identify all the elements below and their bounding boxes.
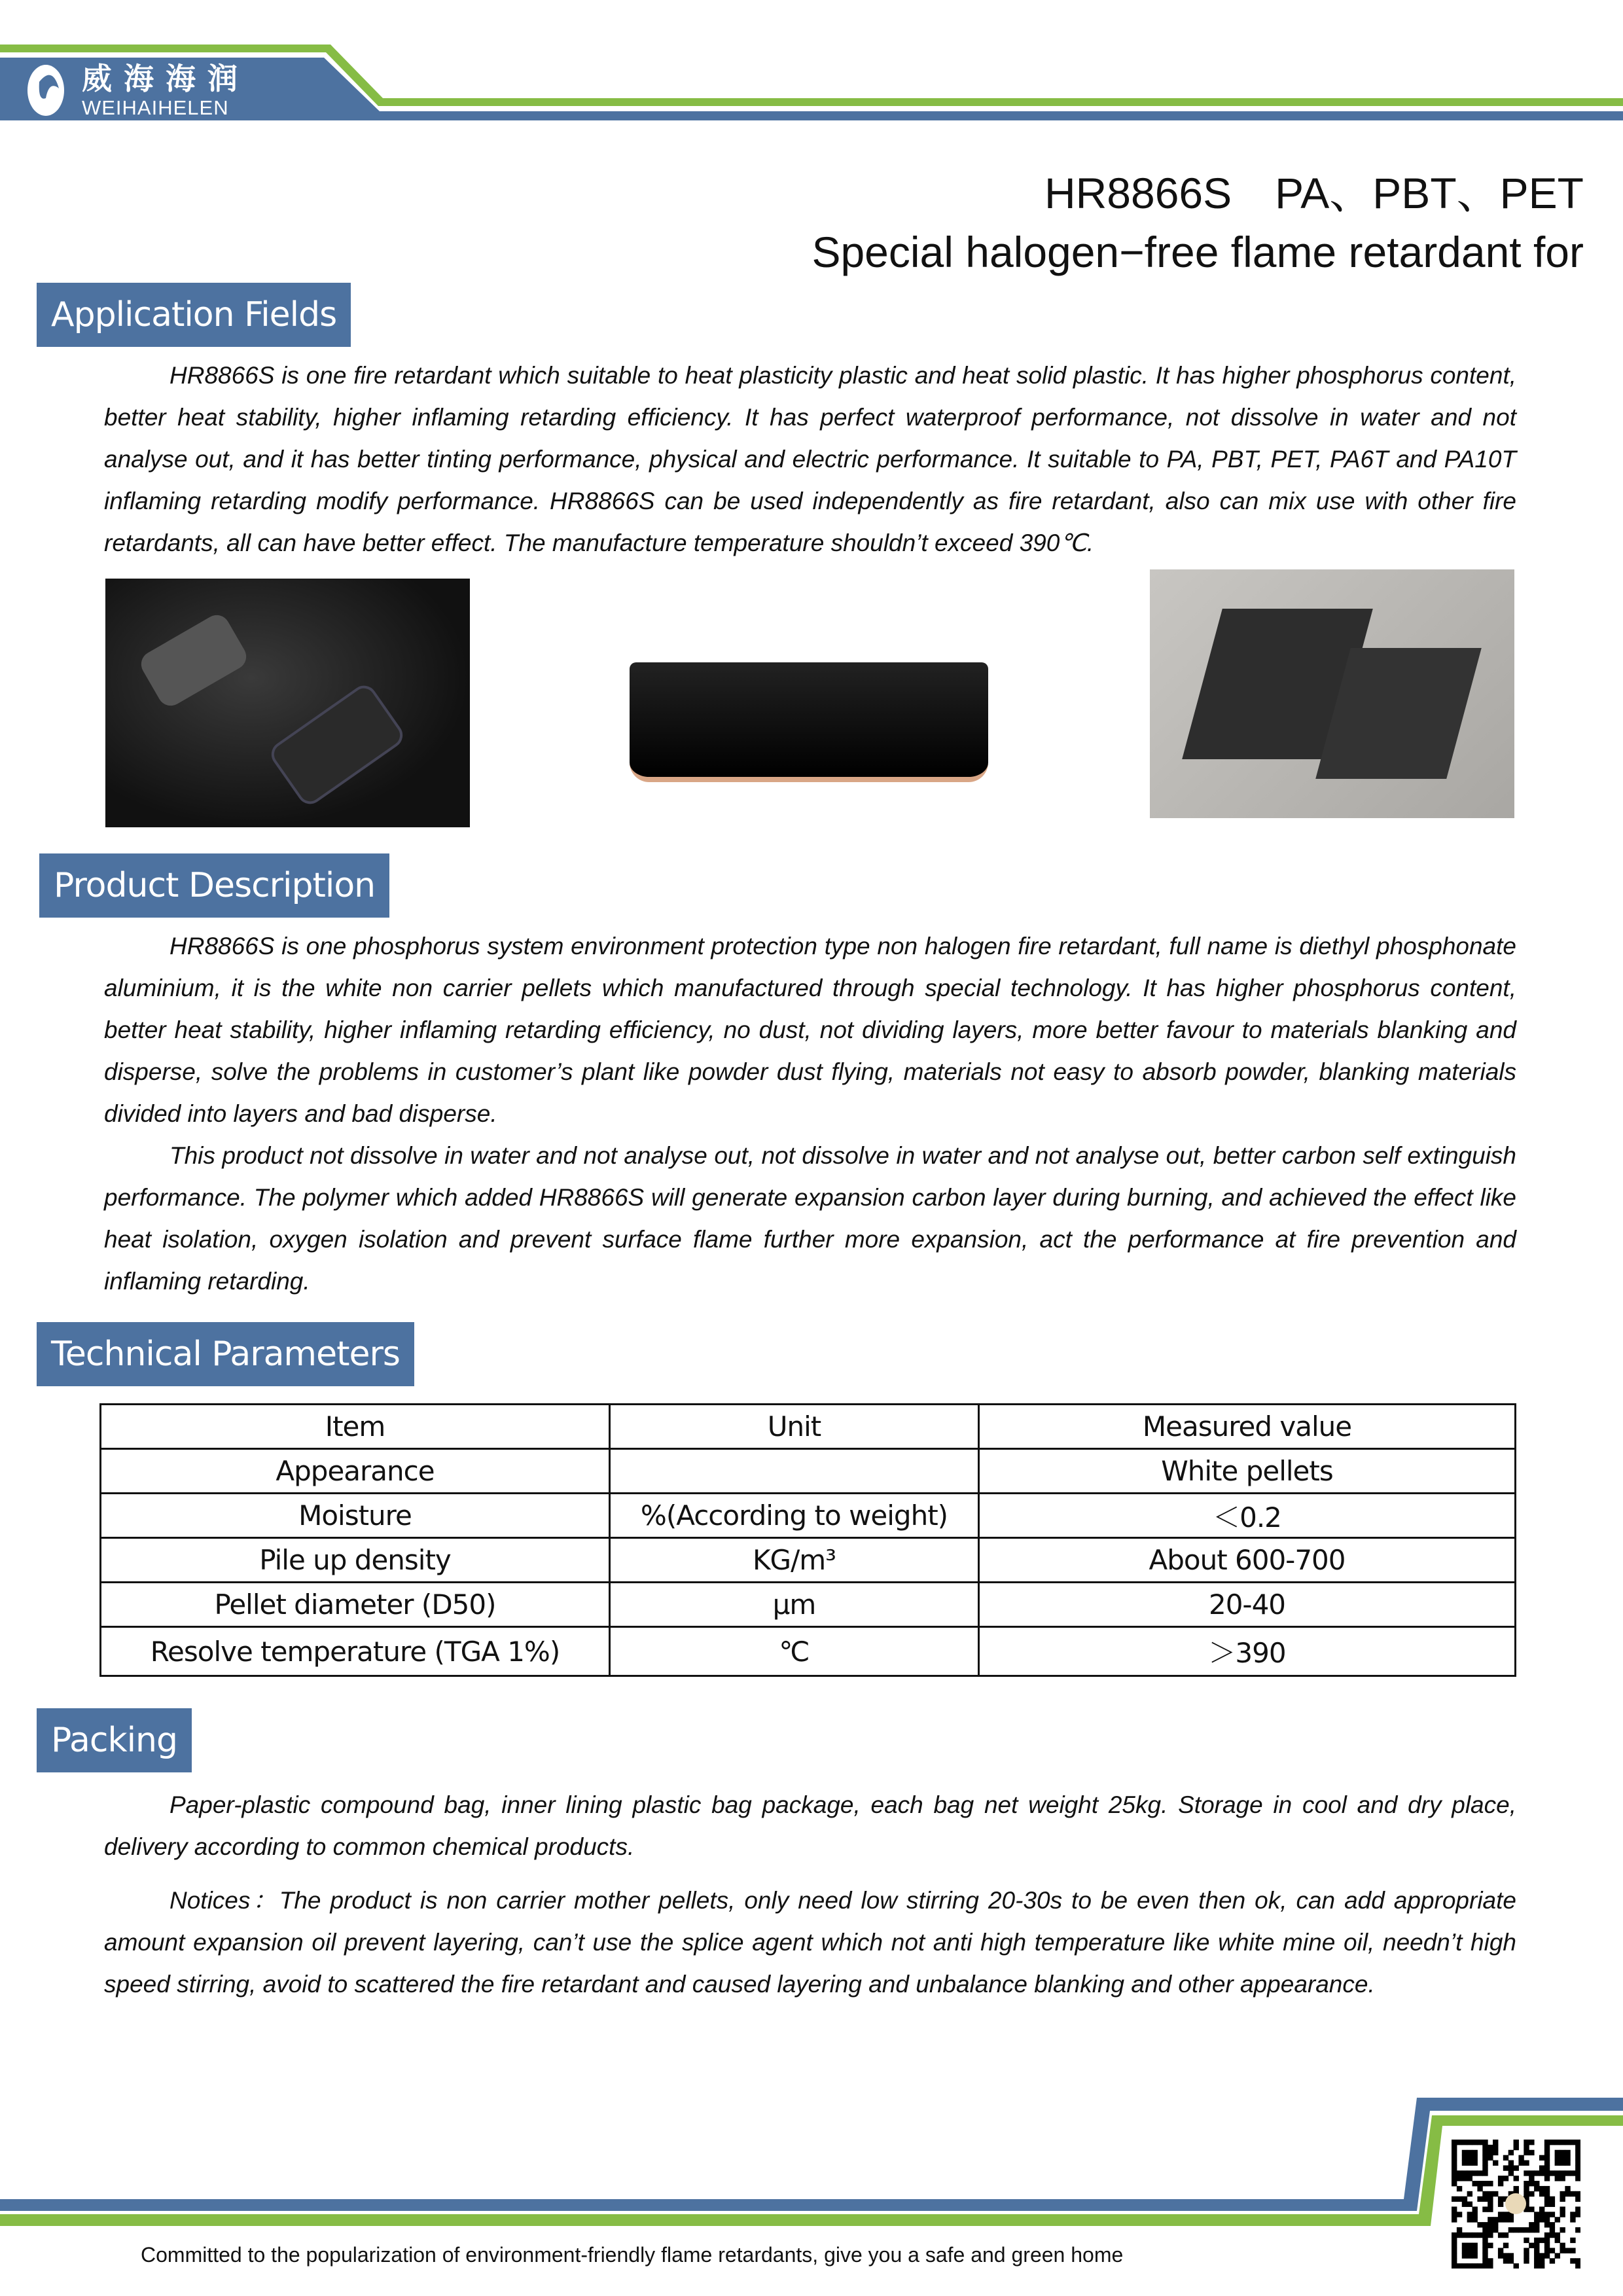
table-row xyxy=(101,1538,1516,1583)
description-text xyxy=(104,925,1516,1302)
column-header: Unit xyxy=(610,1405,979,1449)
logo-cn: 威海海润 xyxy=(82,61,249,96)
technical-parameters-table xyxy=(99,1403,1516,1677)
application-text xyxy=(104,355,1516,564)
table-cell: μm xyxy=(610,1583,979,1627)
application-paragraph: HR8866S is one fire retardant which suitable to heat plasticity plastic and heat solid plastic. It has higher phosphorus content, better heat stability, higher inflaming retarding efficiency. It has perfect waterproof performance, not dissolve in water and not analyse out, and it has better tinting performance, physical and electric performance. It suitable to PA, PBT, PET, PA6T and PA10T inflaming retarding modify performance. HR8866S can be used independently as fire retardant, also can mix use with other fire retardants, all can have better effect. The manufacture temperature shouldn’t exceed 390℃. xyxy=(104,362,1516,556)
table-cell: Pile up density xyxy=(101,1538,610,1583)
table-cell: KG/m³ xyxy=(610,1538,979,1583)
table-cell: Resolve temperature (TGA 1%) xyxy=(101,1627,610,1676)
footer-band xyxy=(0,2088,1623,2238)
table-cell: Appearance xyxy=(101,1449,610,1494)
column-header: Item xyxy=(101,1405,610,1449)
section-product-description: Product Description xyxy=(39,853,389,918)
table-cell: ℃ xyxy=(610,1627,979,1676)
section-technical-parameters: Technical Parameters xyxy=(37,1322,414,1386)
table-cell: %(According to weight) xyxy=(610,1494,979,1538)
logo-mark-icon xyxy=(26,62,65,118)
logo-en: WEIHAIHELEN xyxy=(82,96,229,119)
section-packing: Packing xyxy=(37,1708,192,1772)
table-cell: 20-40 xyxy=(979,1583,1516,1627)
main-content xyxy=(0,283,1623,2005)
electrical-connector-photo xyxy=(1150,569,1514,818)
table-cell: Moisture xyxy=(101,1494,610,1538)
table-row xyxy=(101,1627,1516,1676)
table-cell: About 600-700 xyxy=(979,1538,1516,1583)
footer-slogan: Committed to the popularization of environment-friendly flame retardants, give you a safe and green home xyxy=(141,2243,1124,2267)
description-paragraph-1: HR8866S is one phosphorus system environment protection type non halogen fire retardant, full name is diethyl phosphonate aluminium, it is the white non carrier pellets which manufactured through special technology. It has higher phosphorus content, better heat stability, higher inflaming retarding efficiency, no dust, not dividing layers, more better favour to materials blanking and disperse, solve the problems in customer’s plant like powder dust flying, materials not easy to absorb powder, blanking materials divided into layers and bad disperse. xyxy=(104,933,1516,1127)
notices-paragraph: Notices：The product is non carrier mother pellets, only need low stirring 20-30s to be even then ok, can add appropriate amount expansion oil prevent layering, can’t use the splice agent which not anti high temperature like white mine oil, needn’t high speed stirring, avoid to scattered the fire retardant and caused layering and unbalance blanking and other appearance. xyxy=(104,1887,1516,1998)
table-row xyxy=(101,1583,1516,1627)
table-cell: Pellet diameter (D50) xyxy=(101,1583,610,1627)
table-cell: ＜0.2 xyxy=(979,1494,1516,1538)
table-cell: ＞390 xyxy=(979,1627,1516,1676)
table-row xyxy=(101,1449,1516,1494)
table-cell: White pellets xyxy=(979,1449,1516,1494)
logo xyxy=(26,62,314,118)
column-header: Measured value xyxy=(979,1405,1516,1449)
section-application-fields: Application Fields xyxy=(37,283,351,347)
phone-frame-photo xyxy=(626,636,992,783)
title-line1: HR8866S PA、PBT、PET xyxy=(1044,169,1584,217)
qr-code-icon xyxy=(1452,2140,1580,2269)
description-paragraph-2: This product not dissolve in water and not analyse out, not dissolve in water and not analyse out, better carbon self extinguish performance. The polymer which added HR8866S will generate expansion carbon layer during burning, and achieved the effect like heat isolation, oxygen isolation and prevent surface flame further more expansion, act the performance at fire prevention and inflaming retarding. xyxy=(104,1142,1516,1295)
table-header-row xyxy=(101,1405,1516,1449)
title-line2: Special halogen−free flame retardant for xyxy=(812,228,1584,276)
packing-paragraph: Paper-plastic compound bag, inner lining plastic bag package, each bag net weight 25kg. Storage in cool and dry place, delivery according to common chemical products. xyxy=(104,1791,1516,1860)
table-row xyxy=(101,1494,1516,1538)
cable-connector-photo xyxy=(105,579,470,827)
packing-text xyxy=(104,1784,1516,2005)
product-images xyxy=(0,569,1623,827)
table-cell xyxy=(610,1449,979,1494)
